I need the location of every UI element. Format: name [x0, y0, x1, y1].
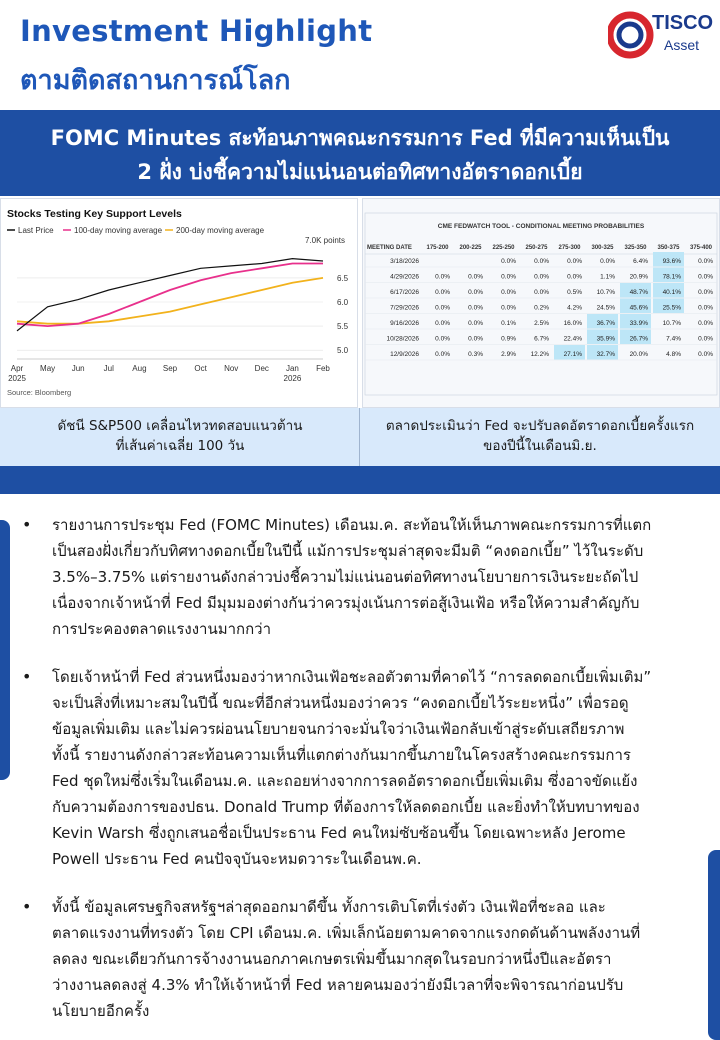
table-cell: 26.7% [629, 335, 648, 343]
y-tick-label: 6.5 [337, 273, 349, 283]
table-cell: 12/9/2026 [390, 351, 419, 358]
page-title: Investment Highlight [20, 14, 373, 48]
table-cell: 93.6% [662, 258, 681, 265]
x-tick-label: Nov [224, 364, 239, 373]
table-cell: 0.0% [698, 351, 713, 358]
bullet-1-line: เป็นสองฝั่งเกี่ยวกับทิศทางดอกเบี้ยในปีนี้ แม้การประชุมล่าสุดจะมีมติ “คงดอกเบี้ย” ไว้ในระดับ [52, 542, 644, 560]
caption-left-line-2: ที่เส้นค่าเฉลี่ย 100 วัน [115, 438, 245, 454]
bullet-3-line: นโยบายอีกครั้ง [52, 1002, 150, 1020]
bullet-1-line: รายงานการประชุม Fed (FOMC Minutes) เดือนม.ค. สะท้อนให้เห็นภาพคณะกรรมการที่แตก [52, 516, 652, 534]
table-header-cell: 350-375 [657, 245, 680, 251]
table-cell: 0.0% [435, 289, 450, 296]
logo-text: TISCO [652, 12, 714, 34]
bullet-3-line: ลดลง ขณะเดียวกันการจ้างงานนอกภาคเกษตรเพิ่มขึ้นมากสุดในรอบกว่าหนึ่งปีและอัตรา [52, 950, 612, 968]
table-cell: 16.0% [563, 320, 582, 327]
caption-right-line-2: ของปีนี้ในเดือนมิ.ย. [483, 438, 597, 454]
table-cell: 9/16/2026 [390, 320, 419, 327]
chart-title: Stocks Testing Key Support Levels [7, 208, 182, 220]
table-cell: 1.1% [600, 273, 615, 281]
legend-last-price: Last Price [18, 226, 54, 235]
table-cell: 0.1% [501, 320, 516, 327]
x-tick-label: Jun [71, 364, 85, 373]
table-cell: 78.1% [662, 273, 681, 281]
fedwatch-table-panel [362, 198, 720, 408]
bullet-2-line: ทั้งนี้ รายงานดังกล่าวสะท้อนความเห็นที่แตกต่างกันมากขึ้นภายในโครงสร้างคณะกรรมการ [52, 746, 631, 764]
table-cell: 0.0% [468, 304, 483, 312]
x-tick-label: Feb [316, 364, 330, 373]
table-cell: 0.2% [534, 304, 549, 312]
table-cell: 4.8% [666, 351, 681, 358]
table-header-cell: 200-225 [459, 245, 482, 251]
y-tick-label: 5.5 [337, 322, 349, 332]
table-cell: 0.0% [501, 273, 516, 281]
table-cell: 0.5% [567, 289, 582, 296]
caption-right-line-1: ตลาดประเมินว่า Fed จะปรับลดอัตราดอกเบี้ยครั้งแรก [385, 418, 695, 434]
table-cell: 2.9% [501, 351, 516, 358]
table-cell: 0.0% [600, 258, 615, 265]
table-cell: 36.7% [596, 320, 615, 327]
table-cell: 27.1% [563, 351, 582, 358]
table-cell: 0.0% [698, 320, 713, 327]
table-cell: 0.0% [698, 335, 713, 343]
table-header-cell: 325-350 [624, 245, 647, 251]
table-cell: 0.0% [534, 273, 549, 281]
table-cell: 7/29/2026 [390, 304, 419, 312]
table-cell: 10.7% [662, 320, 681, 327]
table-header-cell: 275-300 [558, 245, 581, 251]
table-header-cell: 250-275 [525, 245, 548, 251]
table-cell: 25.5% [662, 304, 681, 312]
table-cell: 35.9% [596, 335, 615, 343]
table-cell: 0.0% [698, 304, 713, 312]
bullet-list [22, 512, 702, 1040]
x-tick-label: Dec [254, 364, 269, 373]
x-tick-year: 2026 [283, 374, 302, 383]
bullet-dot: • [22, 667, 32, 686]
table-cell: 0.0% [435, 351, 450, 358]
table-cell: 0.0% [468, 273, 483, 281]
x-tick-label: Aug [132, 364, 147, 373]
table-cell: 0.0% [698, 258, 713, 265]
table-cell: 0.0% [534, 258, 549, 265]
caption-left [5, 416, 355, 456]
table-cell: 33.9% [629, 320, 648, 327]
bullet-2-line: Powell ประธาน Fed คนปัจจุบันจะหมดวาระในเดือนพ.ค. [52, 850, 422, 868]
headline-line-1: FOMC Minutes สะท้อนภาพคณะกรรมการ Fed ที่มีความเห็นเป็น [50, 126, 670, 150]
sp500-line-chart [1, 199, 357, 407]
caption-right [365, 416, 715, 456]
table-cell: 48.7% [629, 289, 648, 296]
table-cell: 0.0% [501, 258, 516, 265]
page-subtitle: ตามติดสถานการณ์โลก [20, 65, 291, 96]
bullet-3-line: ทั้งนี้ ข้อมูลเศรษฐกิจสหรัฐฯล่าสุดออกมาดีขึ้น ทั้งการเติบโตที่เร่งตัว เงินเฟ้อที่ชะลอ และ [52, 898, 606, 916]
table-cell: 0.0% [468, 335, 483, 343]
bullet-1-line: เนื่องจากเจ้าหน้าที่ Fed มีมุมมองต่างกันว่าควรมุ่งเน้นการต่อสู้เงินเฟ้อ หรือให้ความสำคัญกับ [52, 594, 640, 612]
y-tick-label: 6.0 [337, 298, 349, 307]
table-cell: 6.7% [534, 335, 549, 343]
bullet-2-line: Fed ชุดใหม่ซึ่งเริ่มในเดือนม.ค. และถอยห่างจากการลดอัตราดอกเบี้ยเพิ่มเติม ซึ่งอาจขัดแย้ง [52, 772, 638, 790]
table-cell: 0.0% [567, 258, 582, 265]
bullet-1-line: การประคองตลาดแรงงานมากกว่า [52, 620, 272, 638]
table-cell: 32.7% [596, 351, 615, 358]
section-divider-bar [0, 466, 720, 494]
table-header-cell: MEETING DATE [367, 245, 412, 251]
table-cell: 0.0% [698, 289, 713, 296]
table-cell: 0.0% [501, 304, 516, 312]
table-cell: 0.0% [468, 289, 483, 296]
table-cell: 0.0% [435, 335, 450, 343]
bullet-2-line: ข้อมูลเพิ่มเติม และไม่ควรผ่อนนโยบายจนกว่าจะมั่นใจว่าเงินเฟ้อกลับเข้าสู่ระดับเสถียรภาพ [52, 720, 625, 738]
x-tick-label: Jul [103, 364, 114, 373]
y-tick-label: 5.0 [337, 346, 349, 356]
bullet-item [22, 512, 702, 642]
x-tick-label: May [40, 364, 56, 373]
table-header-cell: 175-200 [426, 245, 449, 251]
table-cell: 4.2% [567, 304, 582, 312]
table-cell: 6.4% [633, 258, 648, 265]
logo-subtext: Asset [664, 37, 700, 53]
table-cell: 0.0% [501, 289, 516, 296]
bullet-2-line: โดยเจ้าหน้าที่ Fed ส่วนหนึ่งมองว่าหากเงินเฟ้อชะลอตัวตามที่คาดไว้ “การลดดอกเบี้ยเพิ่มเติม” [52, 668, 652, 686]
table-header-cell: 300-325 [591, 245, 614, 251]
bullet-3-line: ว่างงานลดลงสู่ 4.3% ทำให้เจ้าหน้าที่ Fed หลายคนมองว่ายังมีเวลาที่จะพิจารณาก่อนปรับ [52, 976, 624, 994]
x-tick-label: Jan [285, 364, 299, 373]
x-tick-label: Oct [194, 364, 207, 373]
series-line-last [17, 259, 323, 331]
bullet-1-line: 3.5%–3.75% แต่รายงานดังกล่าวบ่งชี้ความไม่แน่นอนต่อทิศทางนโยบายการเงินระยะถัดไป [52, 568, 639, 586]
series-line-ma200 [17, 278, 323, 324]
table-header-cell: 225-250 [492, 245, 515, 251]
x-tick-label: Sep [162, 364, 178, 373]
table-cell: 0.0% [468, 320, 483, 327]
table-cell: 45.6% [629, 304, 648, 312]
bullet-2-line: กับความต้องการของปธน. Donald Trump ที่ต้องการให้ลดดอกเบี้ย และยิ่งทำให้บทบาทของ [52, 798, 640, 816]
table-cell: 10/28/2026 [386, 335, 419, 343]
x-tick-year: 2025 [8, 374, 26, 383]
table-cell: 20.9% [629, 273, 648, 281]
bullet-item [22, 664, 702, 872]
table-cell: 10.7% [596, 289, 615, 296]
table-cell: 6/17/2026 [390, 289, 419, 296]
table-cell: 7.4% [666, 335, 681, 343]
table-cell: 0.0% [435, 273, 450, 281]
legend-ma200: 200-day moving average [176, 226, 265, 235]
table-cell: 24.5% [596, 304, 615, 312]
chart-source: Source: Bloomberg [7, 388, 72, 397]
caption-divider [359, 408, 360, 466]
table-cell: 0.3% [468, 351, 483, 358]
table-cell: 0.9% [501, 335, 516, 343]
headline-banner [0, 110, 720, 196]
fedwatch-table [363, 199, 719, 407]
headline-line-2: 2 ฝั่ง บ่งชี้ความไม่แน่นอนต่อทิศทางอัตราดอกเบี้ย [137, 160, 583, 184]
table-cell: 40.1% [662, 289, 681, 296]
table-cell: 3/18/2026 [390, 258, 419, 265]
bullet-item [22, 894, 702, 1024]
bullet-2-line: จะเป็นสิ่งที่เหมาะสมในปีนี้ ขณะที่อีกส่วนหนึ่งมองว่าควร “คงดอกเบี้ยไว้ระยะหนึ่ง” เพื่อรอดู [52, 694, 629, 712]
caption-left-line-1: ดัชนี S&P500 เคลื่อนไหวทดสอบแนวต้าน [57, 418, 303, 434]
right-side-tab [708, 850, 720, 1040]
sp500-chart-panel [0, 198, 358, 408]
table-cell: 0.0% [534, 289, 549, 296]
table-cell: 2.5% [534, 320, 549, 327]
bullet-dot: • [22, 515, 32, 534]
x-tick-label: Apr [10, 364, 24, 373]
left-side-tab [0, 520, 10, 780]
table-cell: 22.4% [563, 335, 582, 343]
bullet-2-line: Kevin Warsh ซึ่งถูกเสนอชื่อเป็นประธาน Fed คนใหม่ซับซ้อนขึ้น โดยเฉพาะหลัง Jerome [52, 824, 626, 842]
table-cell: 20.0% [629, 351, 648, 358]
table-cell: 12.2% [530, 351, 549, 358]
bullet-dot: • [22, 897, 32, 916]
table-header-cell: 375-400 [689, 245, 713, 251]
table-title: CME FEDWATCH TOOL - CONDITIONAL MEETING PROBABILITIES [437, 223, 645, 230]
table-cell: 0.0% [435, 320, 450, 327]
series-line-ma100 [17, 264, 323, 327]
table-cell: 0.0% [567, 273, 582, 281]
table-cell: 0.0% [698, 273, 713, 281]
bullet-3-line: ตลาดแรงงานที่ทรงตัว โดย CPI เดือนม.ค. เพิ่มเล็กน้อยตามคาดจากแรงกดดันด้านพลังงานที่ [52, 924, 641, 942]
chart-annotation: 7.0K points [305, 236, 346, 245]
table-cell: 0.0% [435, 304, 450, 312]
legend-ma100: 100-day moving average [74, 226, 163, 235]
table-cell: 4/29/2026 [390, 273, 419, 281]
